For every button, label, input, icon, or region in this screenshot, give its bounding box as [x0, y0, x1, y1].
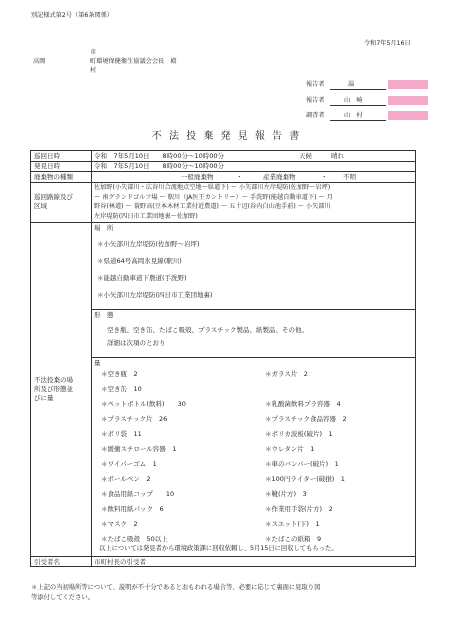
place-item: ＊小矢部川左岸堤防(四日市工業団地裏) [97, 291, 213, 299]
qty-right-item: ＊靴(片方) 3 [265, 490, 307, 498]
form-heading: 形 態 [94, 311, 114, 319]
collector-label: 引受者名 [34, 558, 60, 566]
waste-type-separator: ・ [236, 172, 243, 181]
qty-right-item: ＊スエット(下) 1 [265, 520, 320, 528]
waste-type-industrial: 産業廃棄物 [263, 172, 296, 181]
waste-type-general: 一般廃棄物 [181, 172, 214, 181]
qty-left-item: ＊ペットボトル(飲料) 30 [101, 400, 186, 408]
addressee-prefix: 高岡 [33, 58, 46, 65]
found-date-label: 発見日時 [34, 162, 60, 170]
redaction-mark [388, 96, 428, 105]
place-section [91, 222, 415, 310]
addressee-village: 村 [90, 67, 97, 74]
form-number: 別記様式第2号（第6条関係） [31, 12, 114, 19]
report-form [30, 150, 416, 567]
qty-left-item: ＊空き瓶 2 [101, 370, 138, 378]
quantity-heading: 量 [94, 359, 101, 367]
place-item: ＊県道64号高岡氷見線(駅川) [97, 257, 182, 265]
qty-right-item: ＊作業用手袋(片方) 2 [265, 505, 333, 513]
qty-left-item: ＊空き缶 10 [101, 385, 142, 393]
qty-left-item: ＊マスク 2 [101, 520, 138, 528]
collector-value: 市町村長の引受者 [94, 558, 146, 566]
report-date: 令和7年5月16日 [364, 40, 411, 47]
qty-right-item: ＊プラスチック食品容器 2 [265, 415, 347, 423]
reporter-role-2: 報告者 [306, 97, 325, 104]
patrol-area-line: 佐加野(小矢部川・広谷川合流地点空地～県道下) ～ 小矢部川左岸堤防(佐加野～岩坪) [94, 184, 331, 191]
patrol-area-line: 野谷(林道) ～ 蓑野高(豆本木材工業付近農道) ～ 五十辺(谷内白山池手前) ～ 小矢部川 [94, 203, 331, 210]
redaction-mark [388, 80, 428, 89]
details-label-3: びに量 [34, 394, 54, 402]
waste-type-separator: ・ [321, 172, 328, 181]
form-section [91, 309, 415, 358]
form-text: 空き瓶、空き缶、たばこ吸殻、プラスチック製品、紙製品、その他。 [107, 326, 308, 334]
footnote-line: 等添付してください。 [31, 594, 94, 601]
patrol-date-label: 巡回日時 [34, 152, 60, 160]
qty-left-item: ＊ポリ袋 11 [101, 430, 142, 438]
details-label-2: 所及び形態並 [34, 385, 73, 393]
place-item: ＊能越自動車道下農道(手洗野) [97, 274, 187, 282]
qty-right-item: ＊ウレタン片 1 [265, 445, 315, 453]
qty-right-item: ＊100円ライター(破損) 1 [265, 475, 345, 483]
patrol-area-label-1: 巡回路線及び [34, 193, 73, 201]
reporter-role-3: 調査者 [306, 112, 325, 119]
closing-statement: 以上については発見者から環境政策課に回収依頼し、5月15日に回収してもらった。 [99, 545, 338, 552]
form-note: 詳細は次項のとおり [107, 339, 166, 347]
place-heading: 場 所 [94, 224, 114, 232]
found-date-value: 令和 7年5月10日 8時00分～10時00分 [94, 162, 224, 170]
reporter-role-1: 報告者 [306, 81, 325, 88]
details-label-1: 不法投棄の場 [34, 376, 73, 384]
waste-type-label: 廃棄物の種類 [34, 172, 73, 181]
qty-left-item: ＊食品用紙コップ 10 [101, 490, 175, 498]
qty-left-item: ＊たばこ吸殻 50以上 [101, 535, 168, 543]
qty-left-item: ＊緩衝スチロール容器 1 [101, 445, 177, 453]
qty-right-item: ＊車のバンパー(破片) 1 [265, 460, 339, 468]
qty-right-item: ＊乳酸菌飲料プラ容器 4 [265, 400, 341, 408]
weather-label: 天候 [299, 152, 312, 160]
quantity-section [91, 357, 415, 556]
patrol-date-value: 令和 7年5月10日 8時00分～10時00分 [94, 152, 224, 160]
addressee-city: 市 [90, 49, 97, 56]
footnote-line: ＊上記の当初場所等について、説明が不十分であるとおもわれる場合等、必要に応じて裏面に見取り図 [31, 584, 321, 591]
patrol-area-line: ～ 南グランドゴルフ場 ～ 駅川（JA医王カントリー）～ 手洗野(能越自動車道下) ～ 月 [94, 193, 333, 201]
qty-left-item: ＊ボールペン 2 [101, 475, 151, 483]
waste-type-unknown: 不明 [343, 172, 356, 181]
qty-right-item: ＊たばこの紙箱 9 [265, 535, 322, 543]
patrol-area-line: 左岸堤防(四日市工業団地裏～佐加野) [94, 212, 198, 220]
reporter-name-1: 湯 [330, 81, 386, 90]
qty-right-item: ＊ガラス片 2 [265, 370, 308, 378]
document-title: 不 法 投 棄 発 見 報 告 書 [151, 131, 302, 142]
addressee-name: 町環境保健衛生協議会会長 殿 [90, 58, 177, 65]
qty-left-item: ＊飲料用紙パック 6 [101, 505, 164, 513]
weather-value: 晴れ [331, 152, 344, 160]
qty-left-item: ＊ワイパーゴム 1 [101, 460, 157, 468]
qty-left-item: ＊プラスチック片 26 [101, 415, 168, 423]
reporter-name-2: 山 崎 [330, 97, 386, 106]
reporter-name-3: 山 村 [330, 112, 386, 121]
patrol-area-label-2: 区域 [34, 202, 47, 210]
place-item: ＊小矢部川左岸堤防(佐加野～岩坪) [97, 240, 200, 248]
redaction-mark [388, 111, 428, 120]
qty-right-item: ＊ポリカ波板(破片) 1 [265, 430, 333, 438]
